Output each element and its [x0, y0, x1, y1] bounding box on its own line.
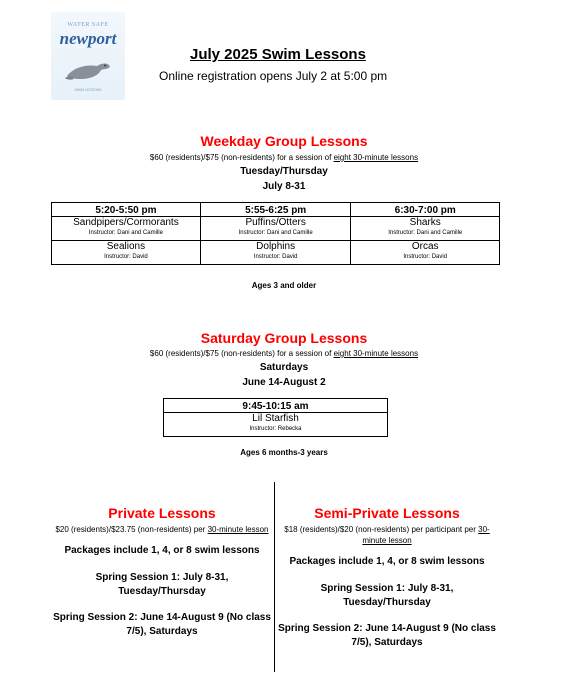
- semi-private-heading: Semi-Private Lessons: [314, 505, 460, 521]
- group-name: Puffins/Otters: [245, 217, 306, 228]
- table-row: [164, 413, 388, 437]
- weekday-dates: July 8-31: [262, 181, 306, 192]
- saturday-price-link: eight 30-minute lessons: [333, 349, 419, 358]
- table-cell: [351, 241, 500, 265]
- logo-wordmark: newport: [59, 29, 117, 48]
- seal-icon: [63, 54, 113, 84]
- saturday-schedule-table: [163, 398, 388, 437]
- weekday-ages: Ages 3 and older: [251, 281, 317, 290]
- group-name: Sandpipers/Cormorants: [73, 217, 179, 228]
- semi-private-session-1: Spring Session 1: July 8-31, Tuesday/Thursday: [320, 583, 454, 608]
- page-title: July 2025 Swim Lessons: [190, 46, 366, 63]
- private-packages: Packages include 1, 4, or 8 swim lessons: [64, 545, 260, 556]
- private-heading: Private Lessons: [108, 505, 216, 521]
- logo-bottom-text: SWIM LESSONS: [74, 88, 102, 92]
- instructor: Instructor: David: [104, 254, 148, 260]
- weekday-heading: Weekday Group Lessons: [200, 133, 368, 149]
- weekday-price: [0, 153, 568, 162]
- saturday-price: [0, 349, 568, 358]
- weekday-days: Tuesday/Thursday: [240, 166, 328, 177]
- group-name: Sealions: [106, 241, 146, 252]
- private-price-link: 30-minute lesson: [207, 525, 269, 534]
- weekday-schedule-table: [51, 202, 500, 265]
- column-header: 5:20-5:50 pm: [52, 203, 201, 217]
- semi-private-price-link: 30-minute lesson: [362, 525, 490, 545]
- saturday-heading: Saturday Group Lessons: [200, 330, 368, 346]
- instructor: Instructor: David: [403, 254, 448, 260]
- saturday-price-text: $60 (residents)/$75 (non-residents) for a session of: [149, 349, 334, 358]
- column-header: 9:45-10:15 am: [164, 399, 388, 413]
- table-cell: [200, 241, 351, 265]
- column-header: 5:55-6:25 pm: [200, 203, 351, 217]
- saturday-dates: June 14-August 2: [242, 377, 326, 388]
- semi-private-price: [256, 524, 518, 546]
- semi-private-lessons-section: [256, 505, 518, 650]
- table-row: [52, 241, 500, 265]
- saturday-ages: Ages 6 months-3 years: [240, 448, 328, 457]
- saturday-days: Saturdays: [259, 362, 309, 373]
- group-name: Dolphins: [256, 241, 296, 252]
- group-name: Lil Starfish: [252, 413, 299, 424]
- column-header: 6:30-7:00 pm: [351, 203, 500, 217]
- group-name: Orcas: [411, 241, 439, 252]
- weekday-price-link: eight 30-minute lessons: [333, 153, 419, 162]
- table-cell: [52, 241, 201, 265]
- private-lessons-section: [32, 505, 292, 639]
- instructor: Instructor: Dani and Camille: [238, 230, 313, 236]
- private-price-text: $20 (residents)/$23.75 (non-residents) per: [55, 525, 208, 534]
- semi-private-price-text: $18 (residents)/$20 (non-residents) per participant per: [284, 525, 479, 534]
- instructor: Instructor: Dani and Camille: [88, 230, 163, 236]
- registration-note: Online registration opens July 2 at 5:00 pm: [159, 69, 388, 83]
- instructor: Instructor: David: [253, 254, 298, 260]
- weekday-price-text: $60 (residents)/$75 (non-residents) for a session of: [149, 153, 334, 162]
- group-name: Sharks: [409, 217, 441, 228]
- semi-private-session-2: Spring Session 2: June 14-August 9 (No class 7/5), Saturdays: [278, 623, 496, 648]
- private-session-2: Spring Session 2: June 14-August 9 (No class 7/5), Saturdays: [53, 612, 271, 637]
- logo-top-text: WATER SAFE: [67, 22, 109, 28]
- table-row: [52, 217, 500, 241]
- water-safe-newport-logo: [51, 12, 125, 100]
- private-session-1: Spring Session 1: July 8-31, Tuesday/Thursday: [95, 572, 229, 597]
- table-cell: [200, 217, 351, 241]
- instructor: Instructor: Dani and Camille: [388, 230, 463, 236]
- semi-private-packages: Packages include 1, 4, or 8 swim lessons: [289, 556, 485, 567]
- table-cell: [164, 413, 388, 437]
- table-cell: [52, 217, 201, 241]
- private-price: [32, 524, 292, 535]
- instructor: Instructor: Rebecka: [249, 426, 302, 432]
- table-cell: [351, 217, 500, 241]
